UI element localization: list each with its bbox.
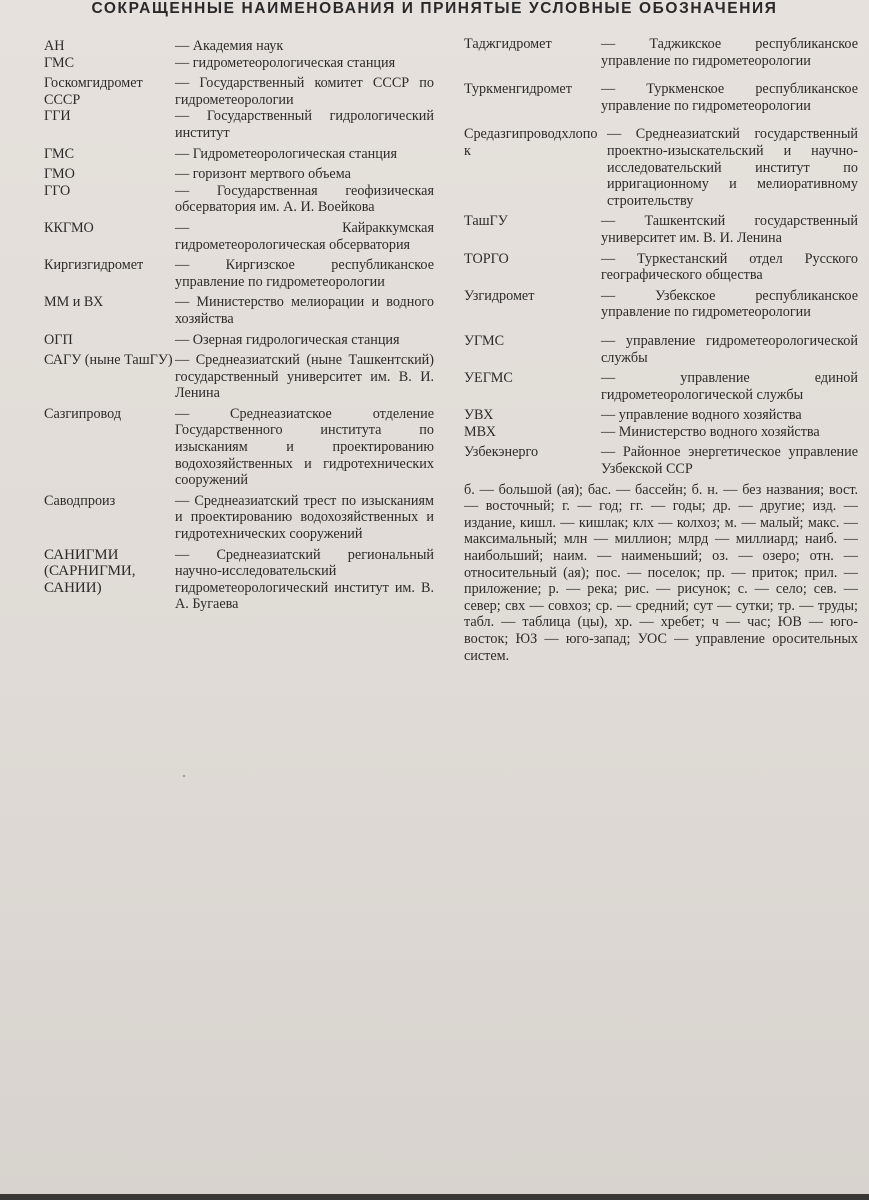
paper-speck bbox=[183, 775, 185, 777]
definition: — Среднеазиатский государственный проектно-изыскательский и научно-исследовательский институт по ирригационному и мелиоративному строительству bbox=[607, 126, 858, 209]
definition: — Государственная геофизическая обсерватория им. А. И. Воейкова bbox=[175, 182, 434, 216]
definition: — Государственный комитет СССР по гидрометеорологии bbox=[175, 75, 434, 108]
abbreviation: Саводпроиз bbox=[44, 492, 116, 509]
abbreviation: ММ и ВХ bbox=[44, 294, 104, 311]
abbreviation: Туркменгидромет bbox=[464, 81, 572, 98]
abbreviation: ТашГУ bbox=[464, 213, 508, 230]
definition: — Среднеазиатский (ныне Ташкентский) государственный университет им. В. И. Ленина bbox=[175, 352, 434, 402]
definition: — горизонт мертвого объема bbox=[175, 166, 351, 183]
abbreviation: Узбекэнерго bbox=[464, 444, 539, 461]
list-item bbox=[464, 251, 858, 284]
abbreviation: ОГП bbox=[44, 331, 73, 348]
abbreviation: ГМО bbox=[44, 166, 75, 183]
definition: — Районное энергетическое управление Узбекской ССР bbox=[601, 444, 858, 478]
abbreviation: Киргизгидромет bbox=[44, 257, 144, 274]
list-item bbox=[44, 166, 434, 183]
list-item bbox=[464, 36, 858, 69]
definition: — управление единой гидрометеорологической службы bbox=[601, 370, 858, 403]
definition: — Академия наук bbox=[175, 38, 284, 54]
definition: — Туркменское республиканское управление по гидрометеорологии bbox=[601, 81, 858, 114]
abbreviation: САГУ (ныне ТашГУ) bbox=[44, 352, 173, 369]
abbreviation: АН bbox=[44, 38, 65, 54]
definition: — Ташкентский государственный университет им. В. И. Ленина bbox=[601, 213, 858, 246]
definition: — Киргизское республиканское управление по гидрометеорологии bbox=[175, 257, 434, 290]
list-item bbox=[44, 75, 434, 108]
abbreviation: УГМС bbox=[464, 332, 505, 349]
definition: — Министерство мелиорации и водного хозяйства bbox=[175, 294, 434, 327]
right-column bbox=[464, 36, 858, 664]
abbreviation: УВХ bbox=[464, 407, 494, 424]
page-title: СОКРАЩЕННЫЕ НАИМЕНОВАНИЯ И ПРИНЯТЫЕ УСЛОВНЫЕ ОБОЗНАЧЕНИЯ bbox=[91, 0, 778, 17]
list-item bbox=[44, 352, 434, 402]
definition: — Среднеазиатское отделение Государственного института по изысканиям и проектированию водохозяйственных и гидротехнических сооружений bbox=[175, 405, 434, 489]
list-item bbox=[464, 126, 858, 209]
page-bottom-edge bbox=[0, 1194, 869, 1200]
list-item bbox=[464, 333, 858, 366]
abbreviation: ККГМО bbox=[44, 219, 94, 236]
list-item bbox=[44, 183, 434, 216]
list-item bbox=[464, 407, 858, 424]
abbreviation: ГГО bbox=[44, 182, 71, 199]
definition: — Озерная гидрологическая станция bbox=[175, 331, 400, 348]
definition: — Таджикское республиканское управление по гидрометеорологии bbox=[601, 36, 858, 69]
list-item bbox=[44, 108, 434, 141]
definition: — Среднеазиатский трест по изысканиям и проектированию водохозяйственных и гидротехнических сооружений bbox=[175, 492, 434, 543]
list-item bbox=[44, 406, 434, 489]
definition: — Узбекское республиканское управление по гидрометеорологии bbox=[601, 287, 858, 321]
abbreviation: Узгидромет bbox=[464, 287, 535, 304]
definition: — управление гидрометеорологической службы bbox=[601, 332, 858, 366]
abbreviation: Средазгипроводхлопок bbox=[464, 126, 598, 159]
abbreviation: УЕГМС bbox=[464, 370, 513, 387]
definition: — Кайраккумская гидрометеорологическая обсерватория bbox=[175, 219, 434, 253]
list-item bbox=[44, 257, 434, 290]
abbreviation: САНИГМИ (САРНИГМИ, САНИИ) bbox=[44, 546, 136, 596]
abbreviation: Госкомгидромет СССР bbox=[44, 75, 143, 108]
abbreviation: ГМС bbox=[44, 145, 75, 162]
list-item bbox=[44, 332, 434, 349]
definition: — Государственный гидрологический институт bbox=[175, 108, 434, 141]
definition: — Гидрометеорологическая станция bbox=[175, 145, 397, 162]
misc-abbreviations: б. — большой (ая); бас. — бассейн; б. н. — без названия; вост. — восточный; г. — год; гг. — годы; др. — другие; изд. — издание, кишл. — кишлак; клх — колхоз; м. — малый; макс. — максимальный; млн — миллион; млрд — миллиард; наиб. — наибольший; наим. — наименьший; оз. — озеро; отн. — относительный (ая); пос. — поселок; пр. — приток; прил. — приложение; р. — река; рис. — рисунок; с. — село; сев. — север; свх — совхоз; ср. — средний; сут — сутки; тр. — труды; табл. — таблица (цы), хр. — хребет; ч — час; ЮВ — юго-восток; ЮЗ — юго-запад; УОС — управление оросительных систем. bbox=[464, 481, 858, 664]
list-item bbox=[44, 493, 434, 543]
list-item bbox=[44, 294, 434, 327]
abbreviation: Сазгипровод bbox=[44, 405, 122, 422]
left-column bbox=[44, 38, 434, 613]
definition: — гидрометеорологическая станция bbox=[175, 54, 396, 71]
definition: — Министерство водного хозяйства bbox=[601, 423, 820, 440]
list-item bbox=[44, 38, 434, 55]
list-item bbox=[464, 213, 858, 246]
definition: — Среднеазиатский региональный научно-исследовательский гидрометеорологический институт им. В. А. Бугаева bbox=[175, 546, 434, 613]
list-item bbox=[464, 81, 858, 114]
list-item bbox=[464, 424, 858, 441]
list-item bbox=[464, 444, 858, 477]
list-item bbox=[44, 220, 434, 253]
list-item bbox=[44, 55, 434, 72]
definition: — управление водного хозяйства bbox=[601, 407, 802, 424]
list-item bbox=[44, 547, 434, 613]
abbreviation: Таджгидромет bbox=[464, 36, 552, 52]
list-item bbox=[464, 370, 858, 403]
list-item bbox=[44, 146, 434, 163]
abbreviation: ГМС bbox=[44, 54, 75, 71]
abbreviation: ТОРГО bbox=[464, 250, 509, 267]
list-item bbox=[464, 288, 858, 321]
definition: — Туркестанский отдел Русского географического общества bbox=[601, 250, 858, 284]
abbreviation: ГГИ bbox=[44, 108, 71, 125]
abbreviation: МВХ bbox=[464, 423, 496, 440]
